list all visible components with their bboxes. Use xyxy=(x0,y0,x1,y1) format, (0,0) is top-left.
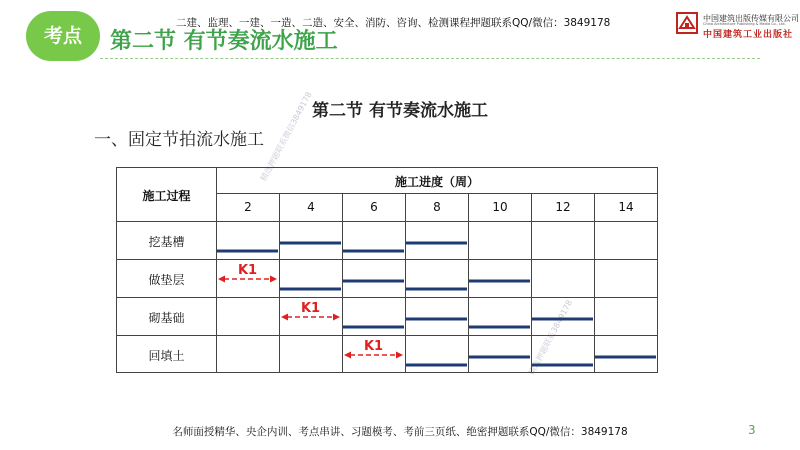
week-label: 8 xyxy=(433,200,441,214)
header-contact: 二建、监理、一建、一造、二造、安全、消防、咨询、检测课程押题联系QQ/微信：3849178 xyxy=(176,17,611,29)
schedule-chart xyxy=(216,221,658,373)
publisher-name-secondary: 中国建筑工业出版社 xyxy=(703,30,794,40)
week-label: 14 xyxy=(618,200,634,214)
k-interval-label: K1 xyxy=(363,339,384,354)
process-label-masonry: 砌基础 xyxy=(148,311,185,325)
watermark: 精选押题联系3849178 xyxy=(526,298,575,377)
k-arrow-left xyxy=(344,352,351,359)
publisher-name: 中国建筑出版传媒有限公司 xyxy=(703,14,799,23)
week-label: 6 xyxy=(370,200,378,214)
k-arrow-right xyxy=(270,276,277,283)
publisher-name-en: China Architecture Publishing & Media Co., Ltd. xyxy=(703,22,786,26)
page-number: 3 xyxy=(748,423,756,437)
header-divider xyxy=(100,58,760,59)
week-label: 2 xyxy=(244,200,252,214)
k-interval-label: K1 xyxy=(237,263,258,278)
progress-header-label: 施工进度（周） xyxy=(394,175,479,189)
k-arrow-right xyxy=(333,314,340,321)
process-label-excavation: 挖基槽 xyxy=(148,235,185,249)
k-arrow-left xyxy=(218,276,225,283)
footer-text: 名师面授精华、央企内训、考点串讲、习题模考、考前三页纸、绝密押题联系QQ/微信：3849178 xyxy=(172,426,628,438)
week-label: 10 xyxy=(492,200,508,214)
k-interval-label: K1 xyxy=(300,301,321,316)
publisher-logo-icon xyxy=(676,12,698,34)
schedule-table xyxy=(116,167,658,373)
k-arrow-right xyxy=(396,352,403,359)
process-header-label: 施工过程 xyxy=(142,189,191,203)
watermark: 精选押题联系微信3849178 xyxy=(258,90,314,183)
header-title: 第二节 有节奏流水施工 xyxy=(110,29,338,54)
week-label: 4 xyxy=(307,200,315,214)
section-title: 第二节 有节奏流水施工 xyxy=(312,101,488,121)
process-label-cushion: 做垫层 xyxy=(148,273,185,287)
k-arrow-left xyxy=(281,314,288,321)
week-label: 12 xyxy=(555,200,571,214)
topic-badge: 考点 xyxy=(26,11,100,61)
process-label-backfill: 回填土 xyxy=(148,349,185,363)
subsection-title: 一、固定节拍流水施工 xyxy=(94,130,264,150)
